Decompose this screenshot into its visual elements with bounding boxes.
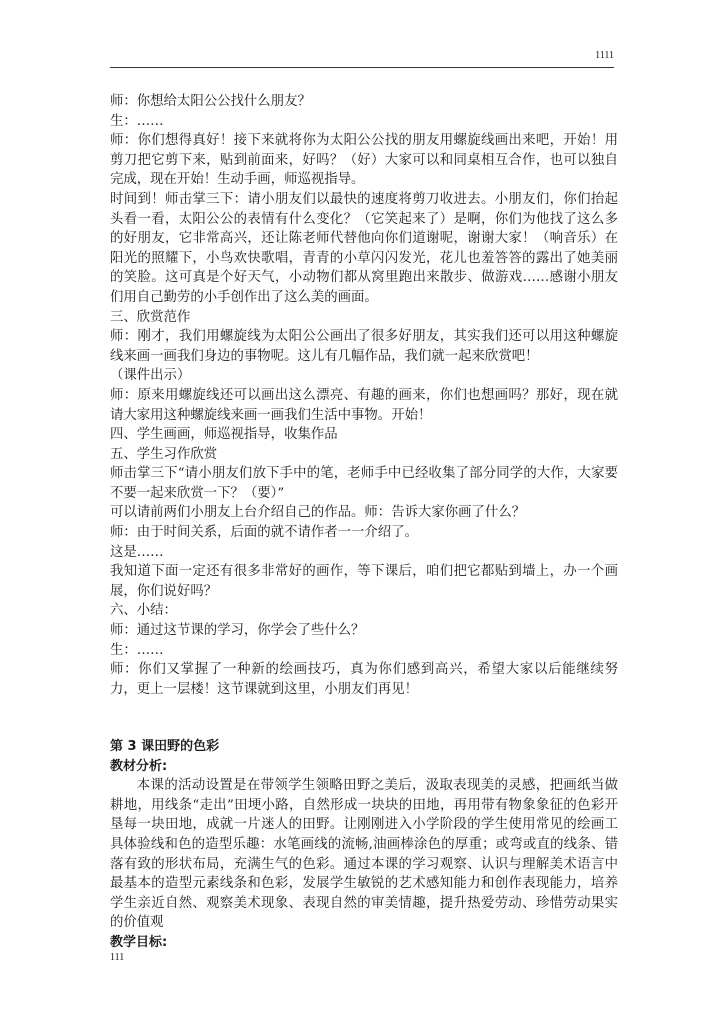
section-heading: 五、学生习作欣赏 xyxy=(110,446,218,462)
paragraph: （课件出示） xyxy=(110,368,191,384)
paragraph: 这是…… xyxy=(110,544,164,560)
paragraph: 师击掌三下“请小朋友们放下手中的笔，老师手中已经收集了部分同学的大作，大家要不要一起来欣赏一下？（要）” xyxy=(110,466,618,501)
paragraph: 师：原来用螺旋线还可以画出这么漂亮、有趣的画来，你们也想画吗？那好，现在就请大家用这种螺旋线来画一画我们生活中事物。开始！ xyxy=(110,387,618,423)
paragraph: 可以请前两们小朋友上台介绍自己的作品。师：告诉大家你画了什么？ xyxy=(110,505,526,521)
section-heading: 六、小结： xyxy=(110,603,177,619)
paragraph: 生：…… xyxy=(110,113,164,129)
paragraph: 师：由于时间关系，后面的就不请作者一一介绍了。 xyxy=(110,525,418,541)
document-body xyxy=(110,92,618,953)
section-heading: 三、欣赏范作 xyxy=(110,309,191,325)
paragraph: 师：你们想得真好！接下来就将你为太阳公公找的朋友用螺旋线画出来吧，开始！用剪刀把它剪下来，贴到前面来，好吗？（好）大家可以和同桌相互合作，也可以独自完成，现在开始！生动手画，师巡视指导。 xyxy=(110,133,618,188)
paragraph: 师：你想给太阳公公找什么朋友？ xyxy=(110,94,311,109)
paragraph: 时间到！师击掌三下：请小朋友们以最快的速度将剪刀收进去。小朋友们，你们抬起头看一看，太阳公公的表情有什么变化？（它笑起来了）是啊，你们为他找了这么多的好朋友，它非常高兴，还让陈老师代替他向你们道谢呢，谢谢大家！（响音乐）在阳光的照耀下，小鸟欢快歌唱，青青的小草闪闪发光，花儿也羞答答的露出了她美丽的笑脸。这可真是个好天气，小动物们都从窝里跑出来散步、做游戏……感谢小朋友们用自己勤劳的小手创作出了这么美的画面。 xyxy=(110,191,618,305)
section-heading: 四、学生画画，师巡视指导，收集作品 xyxy=(110,427,338,443)
paragraph: 师：通过这节课的学习，你学会了些什么？ xyxy=(110,623,365,639)
section-heading-goals: 教学目标: xyxy=(110,934,168,950)
analysis-paragraph: 本课的活动设置是在带领学生领略田野之美后，汲取表现美的灵感，把画纸当做耕地，用线条“走出”田埂小路，自然形成一块块的田地，再用带有物象象征的色彩开垦每一块田地，成就一片迷人的田野。让刚刚进入小学阶段的学生使用常见的绘画工具体验线和色的造型乐趣：水笔画线的流畅,油画棒涂色的厚重；或弯或直的线条、错落有致的形状布局，充满生气的色彩。通过本课的学习观察、认识与理解美术语言中最基本的造型元素线条和色彩，发展学生敏锐的艺术感知能力和创作表现能力，培养学生亲近自然、观察美术现象、表现自然的审美情趣，提升热爱劳动、珍惜劳动果实的价值观 xyxy=(110,778,618,931)
header-page-number: 1111 xyxy=(595,50,614,61)
paragraph: 我知道下面一定还有很多非常好的画作，等下课后，咱们把它都贴到墙上，办一个画展，你们说好吗？ xyxy=(110,564,618,599)
header-rule xyxy=(110,67,614,68)
lesson-title: 第 3 课田野的色彩 xyxy=(110,739,220,754)
paragraph: 生：…… xyxy=(110,642,164,658)
paragraph: 师：你们又掌握了一种新的绘画技巧，真为你们感到高兴，希望大家以后能继续努力，更上一层楼！这节课就到这里，小朋友们再见！ xyxy=(110,662,618,697)
blank-line xyxy=(110,699,618,719)
paragraph: 师：刚才，我们用螺旋线为太阳公公画出了很多好朋友，其实我们还可以用这种螺旋线来画一画我们身边的事物呢。这儿有几幅作品，我们就一起来欣赏吧！ xyxy=(110,329,618,364)
blank-line xyxy=(110,719,618,737)
section-heading-analysis: 教材分析: xyxy=(110,758,168,774)
footer-page-number: 111 xyxy=(110,952,125,963)
